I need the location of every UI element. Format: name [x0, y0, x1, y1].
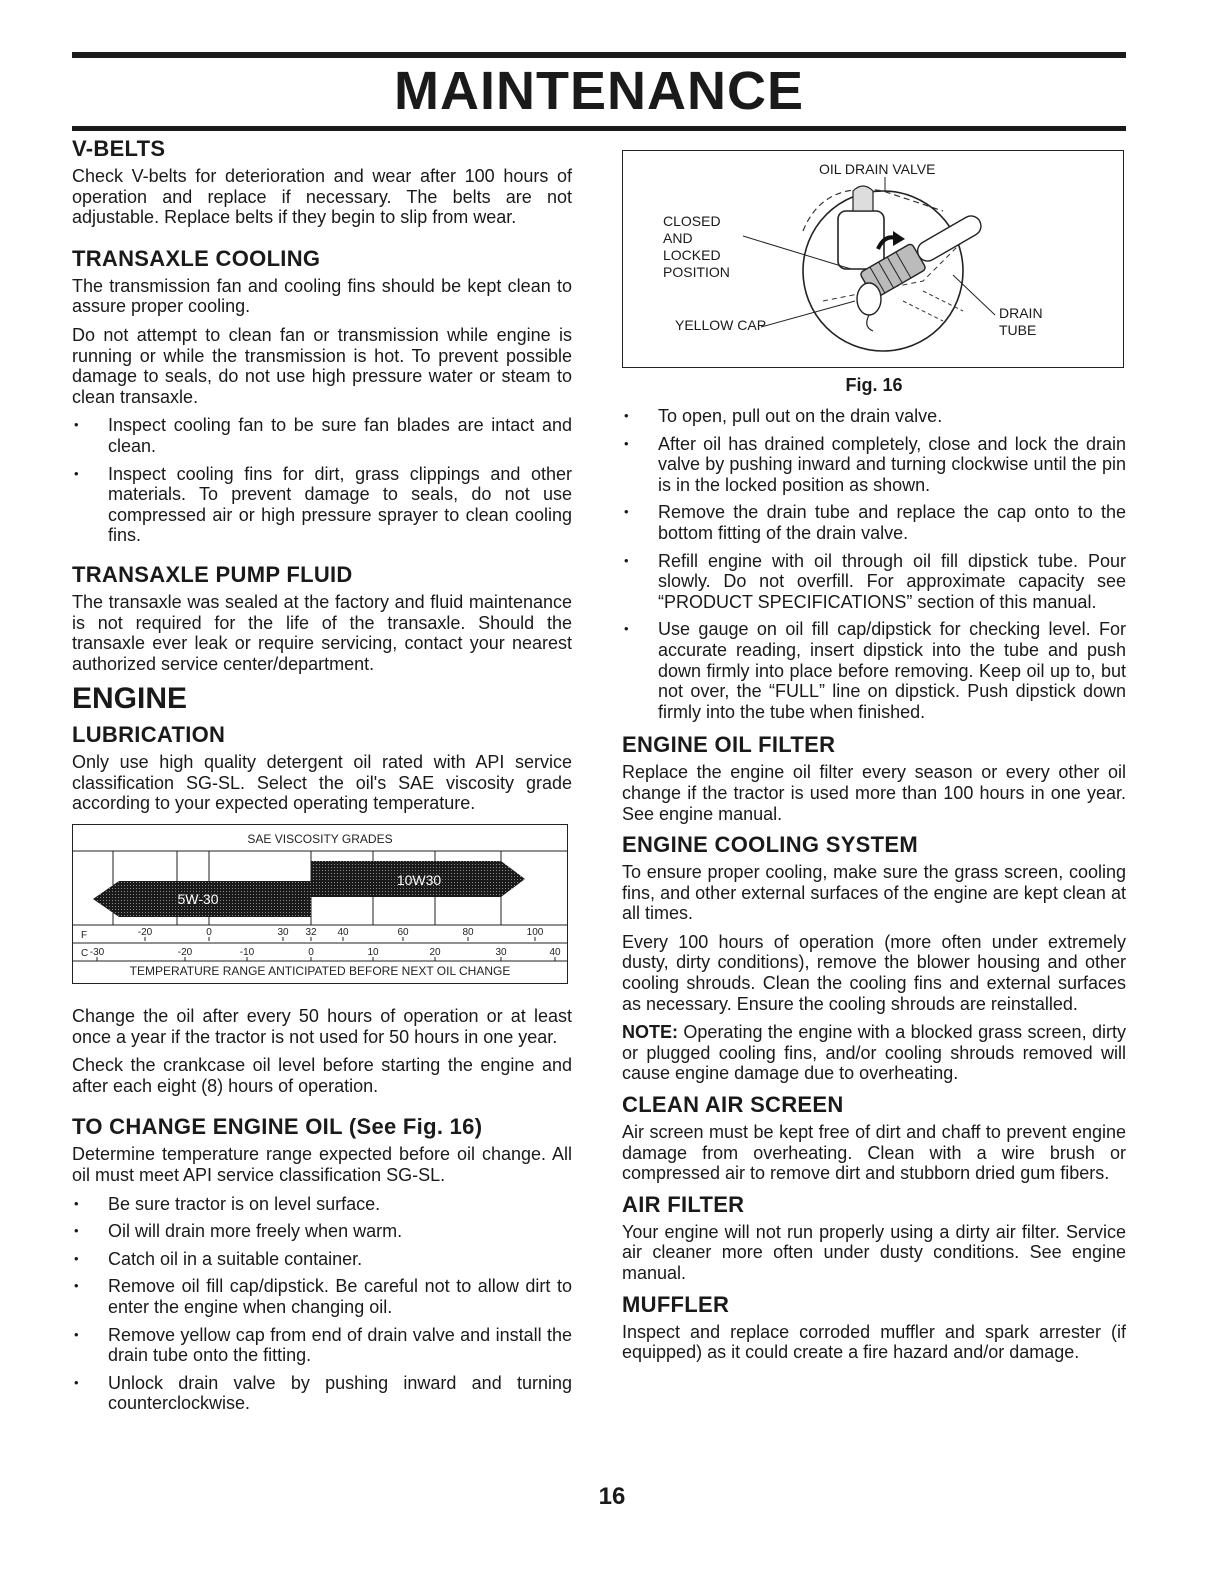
heading-air-filter: AIR FILTER: [622, 1191, 745, 1217]
paragraph-engine-cooling-1: To ensure proper cooling, make sure the grass screen, cooling fins, and other external surfaces of the engine are kept clean at all times.: [622, 862, 1126, 924]
list-item: • To open, pull out on the drain valve.: [622, 406, 1126, 427]
paragraph-oil-change-interval: Change the oil after every 50 hours of operation or at least once a year if the tractor is not used for 50 hours in one year.: [72, 1006, 572, 1047]
heading-clean-air-screen: CLEAN AIR SCREEN: [622, 1092, 844, 1118]
list-change-oil-steps: [72, 1194, 572, 1414]
f-scale-label: F: [81, 930, 88, 942]
f-tick-label: 60: [397, 927, 409, 939]
list-item: • Oil will drain more freely when warm.: [72, 1221, 572, 1242]
note-text: Operating the engine with a blocked grass screen, dirty or plugged cooling fins, and/or cooling shrouds removed will cause engine damage due to overheating.: [622, 1022, 1126, 1084]
heading-transaxle-cooling: TRANSAXLE COOLING: [72, 245, 321, 271]
list-item: • Be sure tractor is on level surface.: [72, 1194, 572, 1215]
figure-caption: Fig. 16: [845, 375, 903, 395]
f-tick-label: 30: [277, 927, 289, 939]
heading-transaxle-pump-fluid: TRANSAXLE PUMP FLUID: [72, 561, 353, 587]
heading-engine-oil-filter: ENGINE OIL FILTER: [622, 732, 836, 758]
label-yellow-cap: YELLOW CAP: [675, 317, 767, 333]
paragraph-transaxle-cooling-2: Do not attempt to clean fan or transmission while engine is running or while the transmission is hot. To prevent possible damage to seals, do not use high pressure water or steam to clean transaxle.: [72, 324, 572, 407]
label-locked: LOCKED: [663, 247, 721, 263]
list-item: • Remove yellow cap from end of drain valve and install the drain tube onto the fitting.: [72, 1325, 572, 1366]
paragraph-engine-oil-filter: Replace the engine oil filter every season or every other oil change if the tractor is used more than 100 hours in one year. See engine manual.: [622, 762, 1126, 824]
paragraph-transaxle-cooling-1: The transmission fan and cooling fins should be kept clean to assure proper cooling.: [72, 275, 572, 317]
f-tick-label: 40: [337, 927, 349, 939]
c-tick-label: 0: [308, 947, 314, 959]
grade-5w30-label: 5W-30: [177, 891, 219, 908]
c-tick-label: 30: [495, 947, 507, 959]
paragraph-crankcase-check: Check the crankcase oil level before starting the engine and after each eight (8) hours of operation.: [72, 1055, 572, 1096]
left-column: [72, 136, 572, 1424]
page-number: 16: [598, 1483, 626, 1510]
list-item: • After oil has drained completely, close and lock the drain valve by pushing inward and turning clockwise until the pin is in the locked position as shown.: [622, 434, 1126, 496]
label-oil-drain-valve: OIL DRAIN VALVE: [819, 161, 936, 177]
figure-16-oil-drain-valve: [622, 150, 1124, 368]
c-scale-label: C: [81, 948, 89, 960]
list-item: • Use gauge on oil fill cap/dipstick for checking level. For accurate reading, insert dipstick into the tube and push down firmly into place before removing. Keep oil up to, but not over, the “FULL” line on dipstick. Push dipstick down firmly into the tube when finished.: [622, 619, 1126, 722]
label-closed: CLOSED: [663, 213, 721, 229]
label-position: POSITION: [663, 264, 730, 280]
list-transaxle-cooling: [72, 415, 572, 546]
paragraph-engine-cooling-2: Every 100 hours of operation (more often under extremely dusty, dirty conditions), remove the blower housing and other cooling shrouds. Clean the cooling fins and external surfaces as necessary. Ensure the cooling shrouds are reinstalled.: [622, 931, 1126, 1014]
label-tube: TUBE: [999, 322, 1037, 338]
yellow-cap: [857, 283, 881, 315]
title-bottom-rule: [72, 126, 1126, 131]
list-drain-steps: [622, 406, 1126, 722]
list-item: • Unlock drain valve by pushing inward and turning counterclockwise.: [72, 1373, 572, 1414]
viscosity-chart-svg: [73, 825, 567, 983]
list-item: • Refill engine with oil through oil fill dipstick tube. Pour slowly. Do not overfill. For approximate capacity see “PRODUCT SPECIFICATIONS” section of this manual.: [622, 551, 1126, 613]
c-tick-label: 20: [429, 947, 441, 959]
list-item: • Remove oil fill cap/dipstick. Be careful not to allow dirt to enter the engine when changing oil.: [72, 1276, 572, 1317]
paragraph-v-belts: Check V-belts for deterioration and wear after 100 hours of operation and replace if necessary. The belts are not adjustable. Replace belts if they begin to slip from wear.: [72, 166, 572, 228]
f-tick-label: 32: [305, 927, 317, 939]
paragraph-clean-air-screen: Air screen must be kept free of dirt and chaff to prevent engine damage from overheating. Clean with a wire brush or compressed air to remove dirt and stubborn dried gum fibers.: [622, 1122, 1126, 1184]
c-tick-label: -30: [89, 947, 105, 959]
f-tick-label: 0: [206, 927, 212, 939]
paragraph-transaxle-pump-fluid: The transaxle was sealed at the factory and fluid maintenance is not required for the life of the transaxle. Should the transaxle ever leak or require servicing, contact your nearest authorized service center/department.: [72, 591, 572, 674]
paragraph-muffler: Inspect and replace corroded muffler and spark arrester (if equipped) as it could create a fire hazard and/or damage.: [622, 1321, 1126, 1363]
heading-v-belts: V-BELTS: [72, 136, 166, 161]
page-title: MAINTENANCE: [394, 61, 804, 121]
paragraph-air-filter: Your engine will not run properly using a dirty air filter. Service air cleaner more often under dusty conditions. See engine manual.: [622, 1221, 1126, 1283]
paragraph-engine-cooling-note: [622, 1022, 1126, 1084]
list-item: • Inspect cooling fan to be sure fan blades are intact and clean.: [72, 415, 572, 456]
f-tick-label: -20: [137, 927, 153, 939]
heading-muffler: MUFFLER: [622, 1291, 730, 1317]
f-tick-label: 80: [462, 927, 474, 939]
f-tick-label: 100: [526, 927, 544, 939]
list-item: • Remove the drain tube and replace the cap onto to the bottom fitting of the drain valve.: [622, 502, 1126, 543]
chart-footer: TEMPERATURE RANGE ANTICIPATED BEFORE NEXT OIL CHANGE: [129, 964, 511, 979]
sae-viscosity-chart: [72, 824, 568, 984]
list-item: • Catch oil in a suitable container.: [72, 1249, 572, 1270]
heading-to-change-engine-oil: TO CHANGE ENGINE OIL (See Fig. 16): [72, 1114, 483, 1140]
list-item: • Inspect cooling fins for dirt, grass clippings and other materials. To prevent damage to seals, do not use compressed air or high pressure sprayer to clean cooling fins.: [72, 464, 572, 546]
label-and: AND: [663, 230, 693, 246]
c-tick-label: -10: [239, 947, 255, 959]
grade-10w30-label: 10W30: [396, 872, 442, 889]
heading-engine: ENGINE: [72, 682, 188, 716]
c-tick-label: 10: [367, 947, 379, 959]
label-drain: DRAIN: [999, 305, 1043, 321]
paragraph-lubrication: Only use high quality detergent oil rated with API service classification SG-SL. Select the oil's SAE viscosity grade according to your expected operating temperature.: [72, 752, 572, 814]
heading-engine-cooling-system: ENGINE COOLING SYSTEM: [622, 832, 918, 858]
c-tick-label: -20: [177, 947, 193, 959]
c-tick-labels: [90, 947, 561, 961]
heading-lubrication: LUBRICATION: [72, 722, 226, 748]
note-label: NOTE:: [622, 1022, 678, 1043]
right-column: [622, 150, 1126, 1371]
c-tick-label: 40: [549, 947, 561, 959]
f-tick-labels: [138, 927, 544, 941]
chart-title: SAE VISCOSITY GRADES: [247, 832, 393, 847]
paragraph-to-change-engine-oil: Determine temperature range expected before oil change. All oil must meet API service classification SG-SL.: [72, 1144, 572, 1186]
